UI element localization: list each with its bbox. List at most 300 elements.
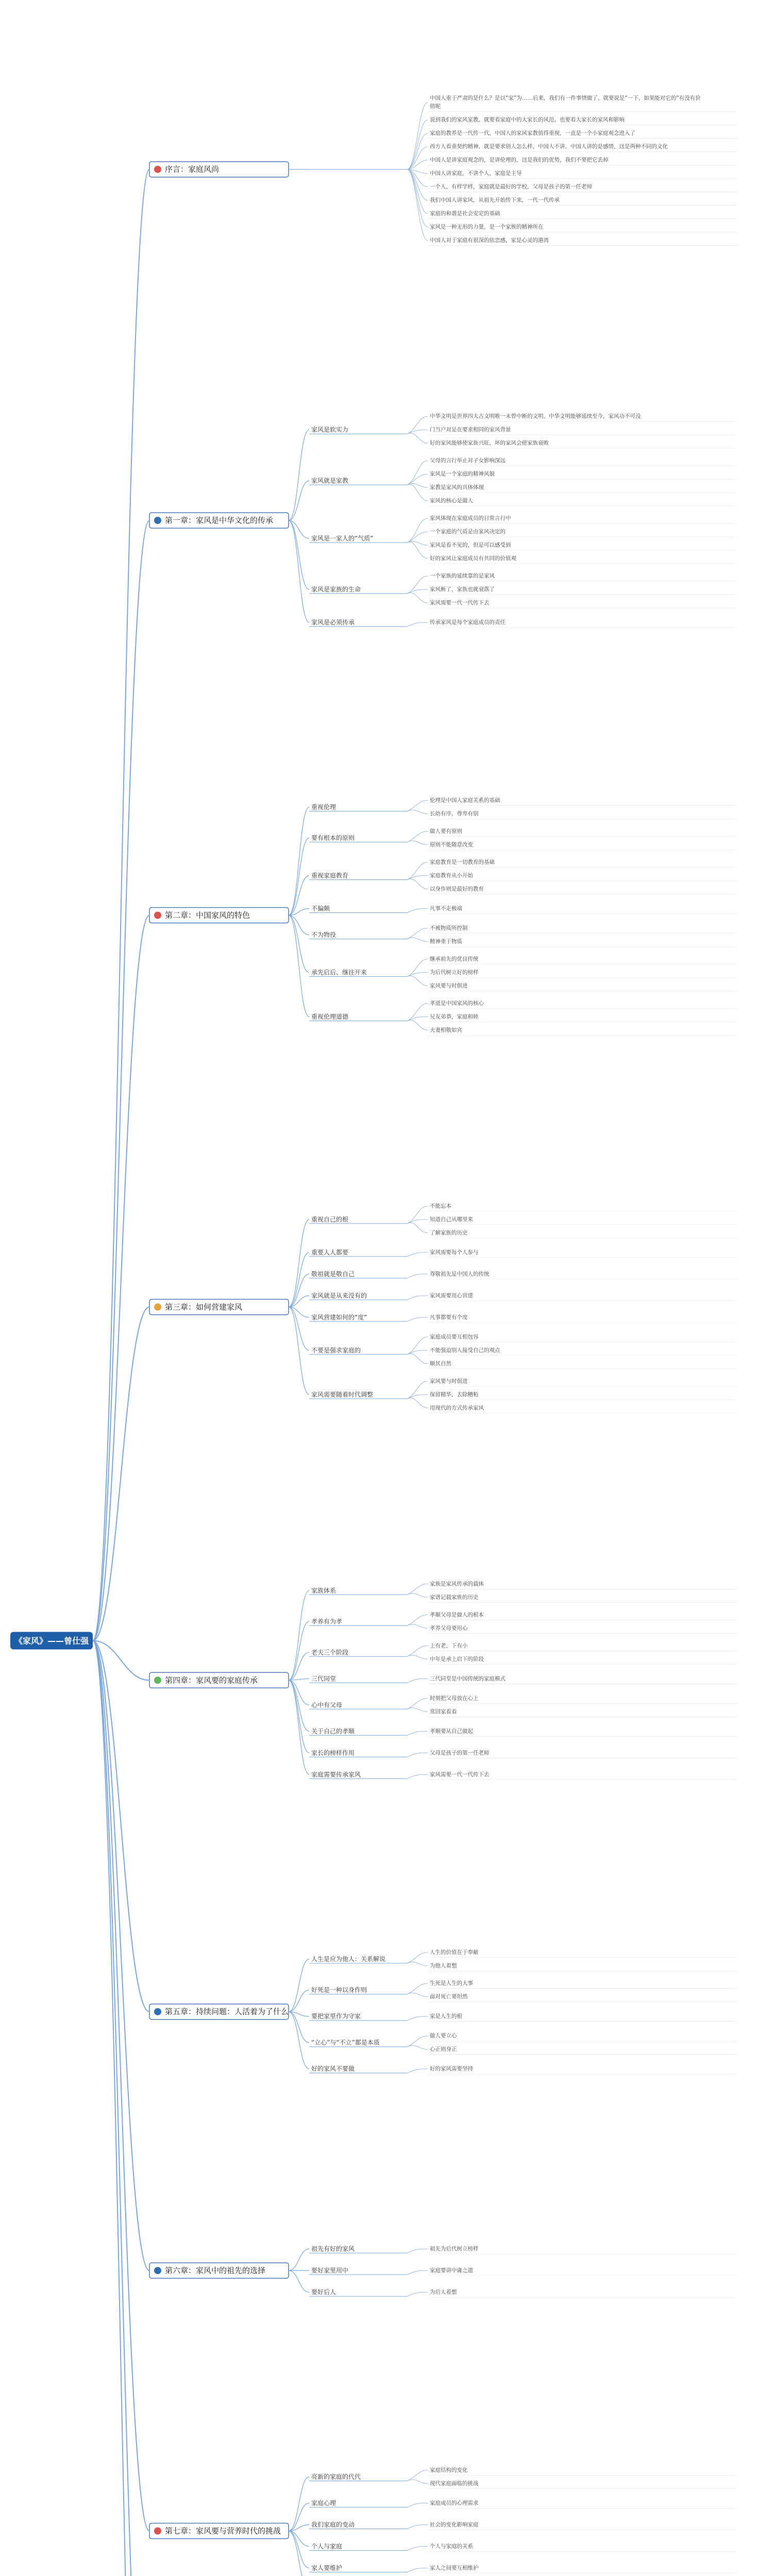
leaf-connector — [407, 542, 428, 558]
topic-label[interactable]: 家风是家族的生命 — [311, 586, 361, 594]
leaf-text — [430, 925, 468, 931]
leaf-connector — [407, 532, 428, 543]
root-connector — [93, 1641, 149, 2576]
leaf-line: 家庭教育从小开始 — [430, 872, 473, 879]
leaf-line: 父母是孩子的第一任老师 — [430, 1750, 490, 1756]
branch-connector — [289, 1990, 309, 2012]
leaf-text — [430, 1980, 473, 1987]
topic-label[interactable]: 要好家里用中 — [311, 2267, 349, 2275]
leaf-connector — [407, 461, 428, 485]
leaf-connector — [407, 2045, 428, 2049]
leaf-text — [430, 938, 462, 945]
book-icon — [154, 2267, 161, 2274]
topic-label[interactable]: 亮新的家庭的代代 — [311, 2473, 361, 2481]
leaf-connector — [407, 170, 428, 214]
topic-label[interactable]: 好死是一种以身作则 — [311, 1986, 367, 1994]
leaf-line: 家庭要讲中庸之道 — [430, 2267, 473, 2274]
leaf-connector — [407, 909, 428, 913]
leaf-line: 不被物质所控制 — [430, 925, 468, 931]
leaf-text — [430, 1962, 457, 1969]
leaf-connector — [407, 2036, 428, 2047]
leaf-line: 家庭的和谐是社会安定的基础 — [430, 210, 500, 217]
leaf-line: 为后人着想 — [430, 2289, 457, 2296]
leaf-text — [430, 95, 701, 110]
leaf-connector — [407, 1698, 428, 1709]
leaf-text — [430, 956, 479, 962]
root-connector — [93, 916, 149, 1641]
leaf-text — [430, 1749, 490, 1756]
topic-label[interactable]: 承先启后、继往开来 — [311, 969, 367, 976]
chapter-label: 序言：家庭风尚 — [165, 164, 220, 174]
lamp-icon — [154, 1303, 161, 1311]
leaf-line: 个人与家庭的关系 — [430, 2543, 473, 2550]
leaf-connector — [407, 1381, 428, 1399]
topic-label[interactable]: 我们家庭的变动 — [311, 2521, 355, 2529]
leaf-text — [430, 572, 495, 579]
root-label: 《家风》——曾仕强 — [14, 1636, 89, 1646]
branch-connector — [289, 1307, 309, 1350]
topic-label[interactable]: 要有根本的原则 — [311, 834, 355, 842]
leaf-line: 家风的核心是做人 — [430, 498, 473, 504]
topic-label[interactable]: 不为物役 — [311, 931, 336, 939]
leaf-line: 原则不能随意改变 — [430, 841, 473, 848]
leaf-line: 顺其自然 — [430, 1360, 451, 1367]
leaf-text — [430, 1314, 468, 1320]
leaf-line: 生死是人生的大事 — [430, 1980, 473, 1987]
leaf-line: 不能忘本 — [430, 1202, 451, 1209]
leaf-text — [430, 1611, 484, 1618]
leaf-connector — [407, 2525, 428, 2529]
leaf-line: 家风需要一代一代传下去 — [430, 600, 490, 606]
leaf-line: 家风是看不见的，但是可以感受到 — [430, 542, 511, 549]
leaf-text — [430, 1249, 479, 1256]
branch-connector — [289, 2249, 309, 2270]
leaf-text — [430, 2521, 479, 2528]
topic-label[interactable]: 三代同堂 — [311, 1675, 336, 1683]
leaf-line: 家风要与时俱进 — [430, 1378, 468, 1384]
leaf-text — [430, 1270, 490, 1277]
leaf-connector — [407, 2069, 428, 2073]
branch-connector — [289, 481, 309, 520]
leaf-connector — [407, 2470, 428, 2481]
leaf-text — [430, 2267, 473, 2274]
branch-connector — [289, 1219, 309, 1307]
leaf-text — [430, 2289, 457, 2295]
leaf-text — [430, 237, 549, 244]
leaf-connector — [407, 976, 428, 986]
leaf-connector — [407, 2249, 428, 2253]
leaf-line: 孝道是中国家风的核心 — [430, 1000, 484, 1007]
leaf-text — [430, 1404, 484, 1411]
leaf-connector — [407, 622, 428, 626]
leaf-line: 常回家看看 — [430, 1708, 457, 1715]
leaf-connector — [407, 2292, 428, 2296]
leaf-connector — [407, 1252, 428, 1257]
leaf-line: 孝养父母要用心 — [430, 1625, 468, 1632]
leaf-line: 保留精华，去除糟粕 — [430, 1391, 479, 1398]
leaf-line: 家风断了，家族也就衰落了 — [430, 586, 495, 593]
topic-label[interactable]: 重视家庭教育 — [311, 872, 349, 879]
leaf-text — [430, 1229, 468, 1236]
leaf-connector — [407, 1731, 428, 1735]
leaf-connector — [407, 1584, 428, 1595]
leaf-line: 中国人讲家庭，不讲个人，家庭是主导 — [430, 170, 522, 177]
topic-label[interactable]: 家长的榜样作用 — [311, 1749, 355, 1757]
leaf-text — [430, 2467, 468, 2473]
topic-label[interactable]: 重视伦理 — [311, 803, 336, 811]
chapter-label: 第五章：持续问题：人活着为了什么 — [165, 2007, 289, 2016]
branch-connector — [289, 1252, 309, 1307]
leaf-connector — [407, 133, 428, 170]
leaf-text — [430, 1708, 457, 1715]
leaf-text — [430, 170, 522, 177]
leaf-line: 家庭的教养是一代传一代，中国人的家风家教值得重视，一直是一个小家庭观念进入了 — [430, 130, 635, 137]
leaf-connector — [407, 2547, 428, 2551]
branch-connector — [289, 1652, 309, 1680]
topic-label[interactable]: 家庭需要传承家风 — [311, 1771, 361, 1778]
leaf-line: 中国人对于家庭有很深的依恋感，家是心灵的港湾 — [430, 237, 549, 244]
leaf-line: 祖先为后代树立榜样 — [430, 2246, 479, 2252]
leaf-text — [430, 2032, 457, 2039]
chapter-label: 第三章：如何营建家风 — [165, 1302, 243, 1312]
leaf-line: 我们中国人讲家风，从祖先开始传下来，一代一代传承 — [430, 197, 560, 204]
root-connector — [93, 1641, 149, 2271]
leaf-text — [430, 1771, 490, 1777]
leaf-line: 一个家庭的气质是由家风决定的 — [430, 529, 506, 535]
leaf-connector — [407, 147, 428, 170]
branch-connector — [289, 520, 309, 589]
leaf-line: 好的家风让家庭成员有共同的价值观 — [430, 555, 516, 562]
leaf-text — [430, 1993, 468, 2000]
leaf-connector — [407, 1594, 428, 1598]
leaf-connector — [407, 433, 428, 444]
leaf-text — [430, 1642, 468, 1649]
root-branch — [10, 170, 149, 2576]
leaf-connector — [407, 879, 428, 889]
leaf-text — [430, 515, 511, 521]
leaf-connector — [407, 2503, 428, 2507]
leaf-connector — [407, 1624, 428, 1629]
leaf-line: 孝顺要从自己做起 — [430, 1728, 473, 1735]
leaf-line: 家族是家风传承的载体 — [430, 1581, 484, 1587]
leaf-text — [430, 484, 484, 490]
leaf-text — [430, 1000, 484, 1007]
chapter-label: 第六章：家风中的祖先的选择 — [165, 2266, 266, 2276]
root-connector — [93, 1641, 149, 2576]
leaf-line: 家风需要每个人参与 — [430, 1249, 479, 1256]
topic-label[interactable]: 要把家里作为守家 — [311, 2012, 361, 2020]
leaf-connector — [407, 170, 428, 200]
branch-connector — [289, 916, 309, 1017]
leaf-line: 家谱记载家族的历史 — [430, 1594, 479, 1601]
leaf-line: 了解家族的历史 — [430, 1229, 468, 1236]
leaf-line: 精神重于物质 — [430, 938, 462, 945]
leaf-line: 兄友弟恭，家庭和睦 — [430, 1013, 479, 1020]
chapter-label: 第七章：家风要与营养时代的挑战 — [165, 2526, 281, 2536]
topic-label[interactable]: 个人与家庭 — [311, 2543, 343, 2550]
topic-label[interactable]: 关于自己的孝顺 — [311, 1727, 355, 1735]
leaf-text — [430, 982, 468, 989]
topic-label[interactable]: 重视自己的根 — [311, 1215, 349, 1223]
leaf-connector — [407, 928, 428, 939]
leaf-connector — [407, 862, 428, 880]
leaf-line: 家风需要用心营建 — [430, 1292, 473, 1299]
leaf-text — [430, 2065, 473, 2072]
leaf-connector — [407, 1753, 428, 1757]
leaf-text — [430, 2046, 457, 2053]
topic-label[interactable]: 家风营建如何的“度” — [311, 1313, 367, 1321]
leaf-line: 心正则身正 — [430, 2046, 457, 2053]
topic-label[interactable]: 要好后人 — [311, 2289, 336, 2296]
chapter-label: 第一章：家风是中华文化的传承 — [165, 516, 274, 526]
leaf-line: 孝顺父母是做人的根本 — [430, 1612, 484, 1618]
branch-connector — [289, 1680, 309, 1774]
leaf-line: 家是人生的根 — [430, 2013, 462, 2020]
leaf-text — [430, 555, 516, 562]
branch-connector — [289, 807, 309, 916]
leaf-text — [430, 143, 668, 150]
leaf-text — [430, 1655, 484, 1662]
leaf-line: 中国人是讲家庭观念的，是讲伦理的，这是我们的优势，我们不要把它丢掉 — [430, 157, 609, 163]
leaf-line: 家风需要一代一代传下去 — [430, 1771, 490, 1778]
leaf-line: 说到我们的家风家教，就要看家庭中的大家长的风范，也要看大家长的家风和影响 — [430, 116, 625, 123]
branch-connector — [289, 2503, 309, 2531]
house-icon — [154, 2008, 161, 2015]
leaf-line: 以身作则是最好的教育 — [430, 886, 484, 892]
topic-label[interactable]: 祖先有好的家风 — [311, 2245, 355, 2253]
leaf-text — [430, 224, 544, 230]
leaf-line: 家风是一个家庭的精神风貌 — [430, 471, 495, 478]
leaf-connector — [407, 1004, 428, 1021]
leaf-connector — [407, 2016, 428, 2021]
leaf-text — [430, 2500, 479, 2506]
leaf-text — [430, 1360, 451, 1367]
leaf-text — [430, 1202, 451, 1209]
leaf-line: 门当户对是在要求相同的家风背景 — [430, 427, 511, 433]
leaf-line: 家庭结构的变化 — [430, 2467, 468, 2473]
leaf-text — [430, 619, 506, 625]
leaf-connector — [407, 801, 428, 811]
leaf-text — [430, 1333, 479, 1340]
leaf-connector — [407, 1646, 428, 1656]
leaf-line: 中年是承上启下的阶段 — [430, 1656, 484, 1663]
leaf-text — [430, 1949, 479, 1956]
leaf-line: 做人要立心 — [430, 2032, 457, 2039]
leaf-line: 中华文明是世界四大古文明唯一未曾中断的文明，中华文明能够延续至今，家风功不可没 — [430, 413, 641, 420]
leaf-text — [430, 1391, 479, 1398]
leaf-connector — [407, 1206, 428, 1224]
leaf-text — [430, 541, 511, 548]
topic-label[interactable]: 家风就是从来没有的 — [311, 1292, 367, 1299]
leaf-connector — [407, 1223, 428, 1233]
branch-connector — [289, 2531, 309, 2576]
topic-label[interactable]: 人生是应为他人：关系解说 — [311, 1955, 386, 1963]
leaf-line: 知道自己从哪里来 — [430, 1216, 473, 1223]
house-icon — [154, 166, 161, 173]
leaf-text — [430, 1624, 468, 1631]
topic-label[interactable]: 家风是必须传承 — [311, 619, 355, 626]
leaf-connector — [407, 576, 428, 594]
chapter-label: 第四章：家风要的家庭传承 — [165, 1675, 258, 1685]
branch-connector — [289, 520, 309, 622]
leaf-connector — [407, 2270, 428, 2275]
leaf-connector — [407, 1708, 428, 1712]
leaf-line: 一个人，有样学样，家庭就是最好的学校，父母是孩子的第一任老师 — [430, 183, 592, 190]
leaf-connector — [407, 1398, 428, 1408]
leaf-text — [430, 2543, 473, 2550]
leaf-text — [430, 1694, 479, 1701]
leaf-text — [430, 2565, 479, 2571]
leaf-text — [430, 1727, 473, 1734]
leaf-connector — [407, 832, 428, 842]
leaf-connector — [407, 810, 428, 814]
leaf-text — [430, 1675, 506, 1682]
leaf-text — [430, 1216, 473, 1223]
leaf-text — [430, 457, 506, 464]
leaf-line: 不能强迫别人接受自己的观点 — [430, 1347, 500, 1353]
leaf-line: 凡事不走极端 — [430, 905, 462, 912]
topic-label[interactable]: 重要人人都要 — [311, 1248, 349, 1256]
leaf-line: 一个家族的延续靠的是家风 — [430, 573, 495, 580]
leaf-connector — [407, 1317, 428, 1321]
leaf-line: 现代家庭面临的挑战 — [430, 2480, 479, 2487]
topic-label[interactable]: 家风需要随着时代调整 — [311, 1391, 374, 1398]
leaf-line: 家庭成员要互相包容 — [430, 1333, 479, 1340]
leaf-connector — [407, 593, 428, 603]
leaf-text — [430, 2480, 479, 2487]
topic-label[interactable]: 家人要维护 — [311, 2564, 343, 2572]
topic-label[interactable]: 好的家风不要做 — [311, 2065, 355, 2073]
leaf-text — [430, 859, 495, 866]
chapter-branch — [149, 413, 737, 628]
leaf-connector — [407, 170, 428, 241]
branch-connector — [289, 1307, 309, 1395]
leaf-text — [430, 197, 560, 204]
chapter-branch — [149, 95, 737, 246]
leaf-text — [430, 116, 625, 123]
chapter-branch — [149, 797, 737, 1036]
book-icon — [154, 517, 161, 524]
branch-connector — [289, 1959, 309, 2012]
leaf-text — [430, 183, 592, 190]
leaf-text — [430, 1580, 484, 1587]
leaf-text — [430, 157, 609, 163]
star-icon — [154, 912, 161, 919]
leaf-line: 尊敬祖先是中国人的传统 — [430, 1270, 490, 1277]
leaf-text — [430, 130, 635, 137]
leaf-text — [430, 497, 473, 504]
leaf-line: 用现代的方式传承家风 — [430, 1404, 484, 1411]
leaf-connector — [407, 938, 428, 942]
tree-icon — [154, 1676, 161, 1684]
topic-label[interactable]: 不要是强求家庭的 — [311, 1346, 361, 1354]
leaf-text — [430, 1594, 479, 1600]
leaf-text — [430, 969, 479, 976]
branch-connector — [289, 430, 309, 520]
chapter-branch — [149, 1580, 737, 1780]
leaf-connector — [407, 1337, 428, 1354]
leaf-text — [430, 2013, 462, 2020]
topic-label[interactable]: 家风是软实力 — [311, 426, 349, 434]
leaf-text — [430, 599, 490, 606]
topic-label[interactable]: 家风就是家教 — [311, 477, 349, 485]
leaf-line: 家风是一种无形的力量，是一个家族的精神所在 — [430, 224, 544, 230]
topic-label[interactable]: “立心”与“不立”都是本质 — [311, 2039, 380, 2046]
leaf-line: 上有老，下有小 — [430, 1642, 468, 1649]
leaf-line: 家人之间要互相维护 — [430, 2565, 479, 2571]
topic-label[interactable]: 家庭心理 — [311, 2499, 336, 2507]
leaf-text — [430, 872, 473, 879]
leaf-line: 家庭教育是一切教育的基础 — [430, 859, 495, 866]
leaf-line: 做人要有原则 — [430, 828, 462, 835]
leaf-connector — [407, 841, 428, 845]
leaf-line: 值呢 — [430, 103, 441, 110]
topic-label[interactable]: 不偏颇 — [311, 905, 330, 912]
topic-label[interactable]: 孝养有为孝 — [311, 1618, 343, 1625]
branch-connector — [289, 2012, 309, 2069]
leaf-text — [430, 426, 511, 433]
leaf-line: 好的家风能够使家族兴旺，坏的家风会使家族衰败 — [430, 440, 549, 447]
branch-connector — [289, 1680, 309, 1731]
chapter-branch — [149, 2245, 737, 2297]
leaf-line: 面对死亡要坦然 — [430, 1993, 468, 2000]
leaf-line: 父母的言行举止对子女影响深远 — [430, 457, 506, 464]
leaf-connector — [407, 416, 428, 434]
leaf-text — [430, 439, 549, 446]
topic-label[interactable]: 重视伦理道德 — [311, 1013, 349, 1021]
leaf-text — [430, 1378, 468, 1384]
leaf-connector — [407, 103, 428, 170]
leaf-line: 传承家风是每个家庭成员的责任 — [430, 619, 506, 626]
topic-label[interactable]: 家风是一家人的“气质” — [311, 535, 374, 543]
leaf-text — [430, 1027, 462, 1033]
leaf-connector — [407, 2480, 428, 2484]
leaf-text — [430, 1013, 479, 1020]
leaf-line: 为后代树立好的榜样 — [430, 969, 479, 976]
chapter-branch — [149, 2467, 737, 2576]
leaf-line: 中国人重于严肃的是什么？是以“家”为……后来，我们有一件事情做了，就要说是“一下，如果能对它的”有没有价 — [430, 95, 701, 101]
branch-connector — [289, 2531, 309, 2568]
star-icon — [154, 2528, 161, 2535]
leaf-connector — [407, 1296, 428, 1300]
leaf-line: 继承祖先的优良传统 — [430, 956, 479, 962]
leaf-line: 为他人着想 — [430, 1962, 457, 1969]
leaf-line: 家风体现在家庭成员的日常言行中 — [430, 515, 511, 522]
leaf-line: 夫妻相敬如宾 — [430, 1027, 462, 1033]
leaf-line: 社会的变化影响家庭 — [430, 2521, 479, 2528]
topic-label[interactable]: 家族体系 — [311, 1587, 336, 1595]
leaf-text — [430, 586, 495, 592]
leaf-connector — [407, 1615, 428, 1625]
leaf-connector — [407, 1962, 428, 1966]
topic-label[interactable]: 心中有父母 — [311, 1701, 343, 1709]
leaf-connector — [407, 2568, 428, 2572]
leaf-line: 伦理是中国人家庭关系的基础 — [430, 797, 500, 804]
leaf-connector — [407, 1020, 428, 1030]
leaf-line: 长幼有序，尊卑有别 — [430, 810, 479, 817]
leaf-line: 家庭成员的心理需求 — [430, 2500, 479, 2506]
leaf-connector — [407, 959, 428, 977]
leaf-connector — [407, 1774, 428, 1778]
topic-label[interactable]: 老夫三个阶段 — [311, 1649, 349, 1656]
leaf-connector — [407, 484, 428, 501]
branch-connector — [289, 1680, 309, 1753]
leaf-text — [430, 413, 641, 419]
chapter-branch — [149, 1202, 737, 1413]
leaf-connector — [407, 1679, 428, 1683]
topic-label[interactable]: 敬祖就是敬自己 — [311, 1270, 355, 1278]
leaf-connector — [407, 1993, 428, 1997]
